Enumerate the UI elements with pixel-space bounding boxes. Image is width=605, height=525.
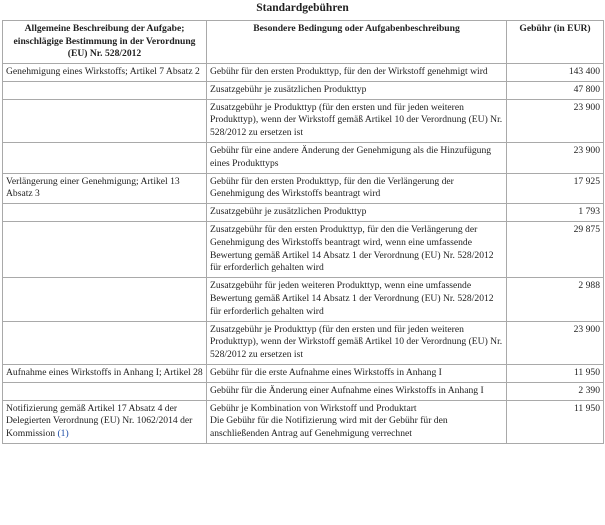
task-cell: Verlängerung einer Genehmigung; Artikel 13 Absatz 3 <box>3 173 207 204</box>
fee-cell: 47 800 <box>507 81 604 99</box>
condition-cell: Zusatzgebühr je Produkttyp (für den ersten und für jeden weiteren Produkttyp), wenn der Wirkstoff gemäß Artikel 10 der Verordnung (EU) Nr. 528/2012 zu ersetzen ist <box>207 99 507 142</box>
condition-cell: Gebühr für die Änderung einer Aufnahme eines Wirkstoffs in Anhang I <box>207 382 507 400</box>
task-cell <box>3 221 207 277</box>
table-row <box>3 99 604 142</box>
header-condition: Besondere Bedingung oder Aufgabenbeschreibung <box>207 21 507 64</box>
task-cell <box>3 142 207 173</box>
fee-cell: 29 875 <box>507 221 604 277</box>
fee-cell: 1 793 <box>507 204 604 222</box>
table-row <box>3 364 604 382</box>
condition-cell: Gebühr für eine andere Änderung der Genehmigung als die Hinzufügung eines Produkttyps <box>207 142 507 173</box>
condition-cell: Zusatzgebühr je zusätzlichen Produkttyp <box>207 204 507 222</box>
condition-line: Gebühr je Kombination von Wirkstoff und Produktart <box>210 402 417 414</box>
table-body <box>3 64 604 444</box>
condition-cell: Zusatzgebühr für jeden weiteren Produkttyp, wenn eine umfassende Bewertung gemäß Artikel 14 Absatz 1 der Verordnung (EU) Nr. 528/2012 für erforderlich gehalten wird <box>207 278 507 321</box>
task-cell <box>3 321 207 364</box>
table-row-notification <box>3 400 604 443</box>
table-row <box>3 142 604 173</box>
fee-cell: 17 925 <box>507 173 604 204</box>
condition-cell: Zusatzgebühr für den ersten Produkttyp, für den die Verlängerung der Genehmigung des Wirkstoffs beantragt wird, wenn eine umfassende Bewertung gemäß Artikel 14 Absatz 1 der Verordnung (EU) Nr. 528/2012 für erforderlich gehalten wird <box>207 221 507 277</box>
fee-cell: 23 900 <box>507 142 604 173</box>
fee-cell: 23 900 <box>507 321 604 364</box>
task-cell <box>3 81 207 99</box>
task-cell: Genehmigung eines Wirkstoffs; Artikel 7 Absatz 2 <box>3 64 207 82</box>
condition-cell: Gebühr für den ersten Produkttyp, für den der Wirkstoff genehmigt wird <box>207 64 507 82</box>
header-task: Allgemeine Beschreibung der Aufgabe; einschlägige Bestimmung in der Verordnung (EU) Nr. 528/2012 <box>3 21 207 64</box>
fee-cell: 11 950 <box>507 364 604 382</box>
task-cell <box>3 278 207 321</box>
task-cell: Aufnahme eines Wirkstoffs in Anhang I; Artikel 28 <box>3 364 207 382</box>
condition-cell: Gebühr für den ersten Produkttyp, für den die Verlängerung der Genehmigung des Wirkstoffs beantragt wird <box>207 173 507 204</box>
condition-cell: Gebühr für die erste Aufnahme eines Wirkstoffs in Anhang I <box>207 364 507 382</box>
table-row <box>3 204 604 222</box>
condition-note: Die Gebühr für die Notifizierung wird mit der Gebühr für den anschließenden Antrag auf Genehmigung verrechnet <box>210 415 448 440</box>
table-row <box>3 382 604 400</box>
fee-cell: 2 988 <box>507 278 604 321</box>
fee-cell: 2 390 <box>507 382 604 400</box>
table-title: Standardgebühren <box>256 2 349 14</box>
table-header-row <box>3 21 604 64</box>
table-row <box>3 221 604 277</box>
fee-cell: 143 400 <box>507 64 604 82</box>
condition-cell: Zusatzgebühr je Produkttyp (für den ersten und für jeden weiteren Produkttyp), wenn der Wirkstoff gemäß Artikel 10 der Verordnung (EU) Nr. 528/2012 zu ersetzen ist <box>207 321 507 364</box>
task-text: Notifizierung gemäß Artikel 17 Absatz 4 der Delegierten Verordnung (EU) Nr. 1062/2014 der Kommission <box>6 402 193 440</box>
condition-cell: Zusatzgebühr je zusätzlichen Produkttyp <box>207 81 507 99</box>
condition-cell <box>207 400 507 443</box>
fee-cell: 11 950 <box>507 400 604 443</box>
task-cell <box>3 204 207 222</box>
table-row <box>3 278 604 321</box>
fee-cell: 23 900 <box>507 99 604 142</box>
footnote-link[interactable]: (1) <box>57 428 69 440</box>
task-cell <box>3 382 207 400</box>
task-cell <box>3 400 207 443</box>
task-cell <box>3 99 207 142</box>
table-row <box>3 64 604 82</box>
table-row <box>3 321 604 364</box>
fees-table <box>2 20 604 444</box>
header-fee: Gebühr (in EUR) <box>507 21 604 64</box>
table-row <box>3 173 604 204</box>
table-row <box>3 81 604 99</box>
